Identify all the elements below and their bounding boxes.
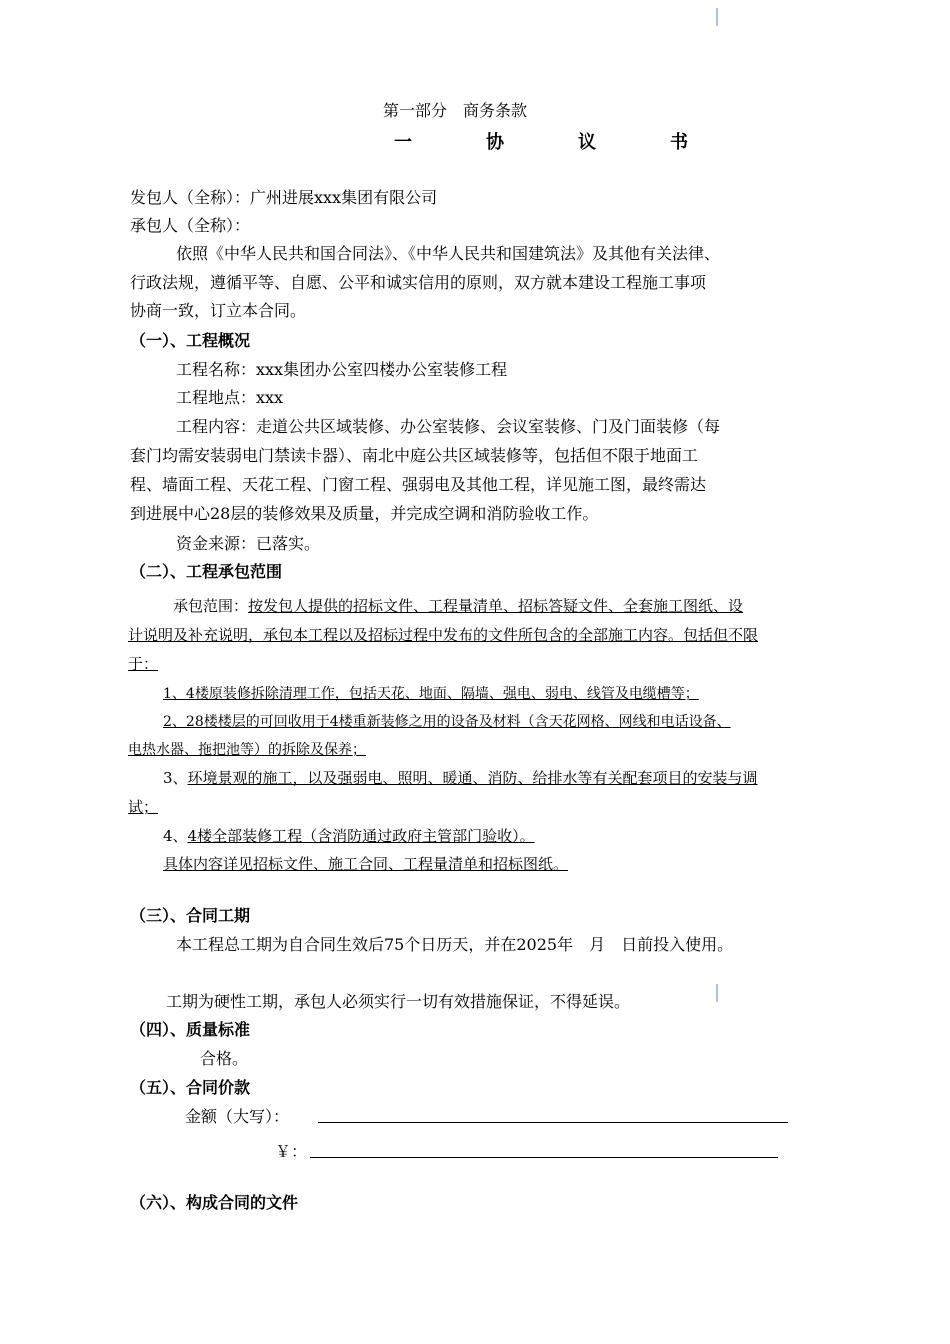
yen-label: ￥： [275,1142,308,1161]
project-name: 工程名称：xxx集团办公室四楼办公室装修工程 [176,360,508,379]
project-content-line: 到进展中心28层的装修效果及质量，并完成空调和消防验收工作。 [130,504,599,523]
scope-detail: 具体内容详见招标文件、施工合同、工程量清单和招标图纸。 [163,855,569,873]
scope-item-3 [163,767,758,788]
scope-item-3-num: 3、 [163,769,188,787]
period-text: 本工程总工期为自合同生效后75个日历天，并在2025年 月 日前投入使用。 [176,935,734,954]
amount-fill-line [318,1122,788,1123]
yen-fill-line [310,1157,778,1158]
section-heading-period: （三）、合同工期 [130,906,251,925]
scope-text: 按发包人提供的招标文件、工程量清单、招标答疑文件、全套施工图纸、设 [248,597,744,615]
intro-line: 行政法规，遵循平等、自愿、公平和诚实信用的原则，双方就本建设工程施工事项 [130,273,707,292]
project-content-line: 程、墙面工程、天花工程、门窗工程、强弱电及其他工程，详见施工图，最终需达 [130,475,707,494]
scope-item-3-cont: 试； [128,798,159,816]
scope-item-1: 1、4楼原装修拆除清理工作，包括天花、地面、隔墙、强电、弱电、线管及电缆槽等； [163,686,699,702]
funding-source: 资金来源：已落实。 [176,534,321,553]
intro-line: 依照《中华人民共和国合同法》、《中华人民共和国建筑法》及其他有关法律、 [176,244,721,263]
scope-item-3-text: 环境景观的施工，以及强弱电、照明、暖通、消防、给排水等有关配套项目的安装与调 [187,769,758,787]
scope-line [173,595,743,616]
project-location: 工程地点：xxx [176,388,284,407]
section-heading-quality: （四）、质量标准 [130,1020,251,1039]
scope-line: 于： [128,655,159,673]
scope-line: 计说明及补充说明，承包本工程以及招标过程中发布的文件所包含的全部施工内容。包括但不限 [128,626,759,644]
project-content-line: 套门均需安装弱电门禁读卡器）、南北中庭公共区域装修等，包括但不限于地面工 [130,446,699,465]
rigid-period-text: 工期为硬性工期，承包人必须实行一切有效措施保证，不得延误。 [166,992,631,1011]
part-heading: 第一部分 商务条款 [383,101,528,120]
scope-item-2: 2、28楼楼层的可回收用于4楼重新装修之用的设备及材料（含天花网格、网线和电话设备、 [163,714,731,730]
section-heading-price: （五）、合同价款 [130,1078,251,1097]
intro-line: 协商一致，订立本合同。 [130,301,307,320]
section-heading-documents: （六）、构成合同的文件 [130,1193,299,1212]
contractor-line: 承包人（全称）： [130,216,251,235]
amount-label: 金额（大写）： [185,1107,290,1126]
scope-prefix: 承包范围： [173,597,249,615]
section-heading-scope: （二）、工程承包范围 [130,562,283,581]
scope-item-4-text: 4楼全部装修工程（含消防通过政府主管部门验收）。 [187,827,535,845]
quality-value: 合格。 [200,1049,249,1068]
text-cursor-mark [716,8,718,26]
scope-item-2-cont: 电热水器、拖把池等）的拆除及保养； [128,742,366,758]
section-heading-overview: （一）、工程概况 [130,331,251,350]
project-content-line: 工程内容：走道公共区域装修、办公室装修、会议室装修、门及门面装修（每 [176,417,721,436]
scope-item-4-num: 4、 [163,827,188,845]
employer-line: 发包人（全称）：广州进展xxx集团有限公司 [130,188,438,207]
scope-item-4 [163,825,535,846]
text-cursor-mark [716,984,718,1002]
document-title: 一 协 议 书 [394,132,716,153]
